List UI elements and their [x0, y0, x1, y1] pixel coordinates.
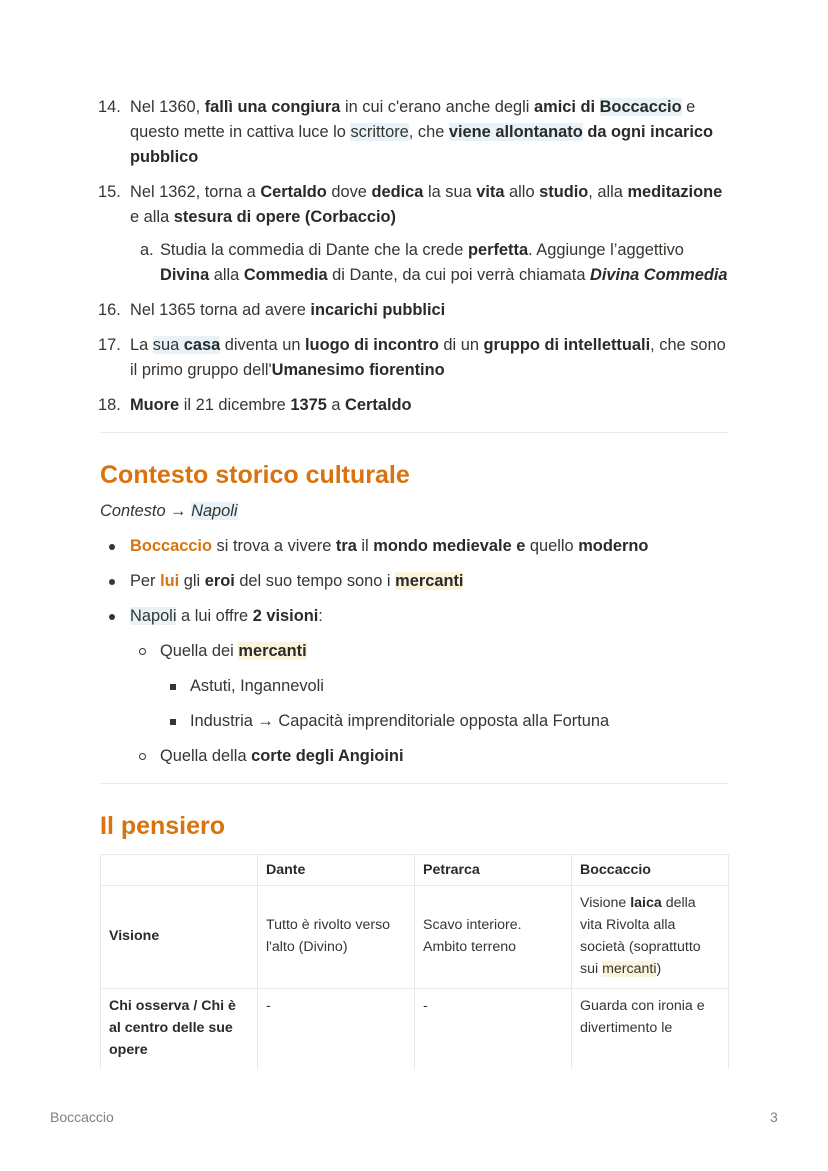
text-run: , che — [408, 123, 449, 141]
table-row — [101, 886, 729, 989]
text-run: si trova a vivere — [212, 537, 336, 555]
table-header-cell — [101, 855, 258, 886]
text-run: 1375 — [290, 396, 327, 414]
text-run: diventa un — [220, 336, 305, 354]
text-run: Boccaccio — [599, 98, 682, 116]
text-run: allo — [504, 183, 540, 201]
table-cell — [258, 989, 415, 1070]
text-run: Certaldo — [260, 183, 327, 201]
table-header-row — [101, 855, 729, 886]
divider — [100, 783, 728, 784]
text-run: Guarda con ironia e divertimento le — [580, 998, 705, 1036]
table-cell — [572, 886, 729, 989]
page-content — [100, 95, 728, 1069]
bullet-item — [160, 709, 728, 734]
text-run: Nel 1362, torna a — [130, 183, 261, 201]
text-run: sua — [152, 336, 184, 354]
timeline-item — [100, 333, 728, 383]
table-cell — [258, 886, 415, 989]
bullet-item — [100, 569, 728, 594]
text-run: Quella della — [160, 747, 252, 765]
text-run: studio — [539, 183, 589, 201]
table-row-label: Visione — [101, 886, 258, 989]
text-run: e questo mette in cattiva luce lo — [130, 98, 696, 141]
text-run: a — [326, 396, 346, 414]
comparison-table — [100, 854, 729, 1069]
sub-list — [130, 238, 728, 288]
text-run: meditazione — [627, 183, 723, 201]
text-run: del suo tempo sono i — [234, 572, 396, 590]
text-run: Divina — [160, 266, 210, 284]
table-row-label: Chi osserva / Chi è al centro delle sue opere — [101, 989, 258, 1070]
context-line — [100, 499, 728, 524]
text-run: luogo di incontro — [305, 336, 439, 354]
text-run: in cui c'erano anche degli — [340, 98, 534, 116]
nested-bullet-list — [130, 639, 728, 769]
text-run: - — [266, 998, 271, 1014]
text-run: Scavo interiore. Ambito terreno — [423, 917, 522, 955]
text-run: la sua — [423, 183, 477, 201]
sub-item — [130, 238, 728, 288]
text-run: Tutto è rivolto verso l'alto (Divino) — [266, 917, 391, 955]
text-run: Visione — [580, 895, 631, 911]
text-run: Nel 1365 torna ad avere — [130, 301, 311, 319]
text-run: Nel 1360, — [130, 98, 205, 116]
bullet-item — [100, 604, 728, 769]
text-run: amici di — [534, 98, 600, 116]
text-run: Napoli — [130, 607, 177, 625]
text-run: dedica — [371, 183, 424, 201]
bullet-item — [100, 534, 728, 559]
text-run: Quella dei — [160, 642, 239, 660]
timeline-item — [100, 95, 728, 170]
text-run: . Aggiunge l’aggettivo — [528, 241, 684, 259]
text-run: a lui offre — [176, 607, 253, 625]
text-run: , alla — [588, 183, 628, 201]
bullet-item — [130, 744, 728, 769]
footer-page-number: 3 — [770, 1109, 778, 1125]
text-run: viene allontanato — [448, 123, 583, 141]
item-number: a. — [140, 241, 154, 259]
text-run: Per — [130, 572, 161, 590]
timeline-list — [100, 95, 728, 418]
text-run: - — [423, 998, 428, 1014]
text-run: Astuti, Ingannevoli — [190, 677, 324, 695]
text-run: Umanesimo fiorentino — [271, 361, 445, 379]
text-run: Muore — [130, 396, 180, 414]
text-run: scrittore — [350, 123, 409, 141]
context-bullet-list — [100, 534, 728, 769]
text-run: perfetta — [467, 241, 529, 259]
text-run: La — [130, 336, 153, 354]
text-run: : — [318, 607, 323, 625]
item-number: 18. — [98, 396, 121, 414]
text-run: il 21 dicembre — [179, 396, 291, 414]
context-value: Napoli — [191, 502, 238, 520]
text-run: mercanti — [238, 642, 307, 660]
text-run: gli — [179, 572, 205, 590]
section-heading-pensiero: Il pensiero — [100, 812, 226, 840]
text-run: 2 visioni — [252, 607, 319, 625]
text-run: della vita Rivolta alla società (soprattutto sui — [580, 895, 701, 977]
text-run: da ogni incarico pubblico — [130, 123, 714, 166]
item-number: 16. — [98, 301, 121, 319]
text-run: di un — [438, 336, 484, 354]
text-run: vita — [476, 183, 505, 201]
item-number: 14. — [98, 98, 121, 116]
table-header-cell: Petrarca — [415, 855, 572, 886]
text-run: mercanti — [395, 572, 464, 590]
text-run: il — [356, 537, 374, 555]
text-run: moderno — [578, 537, 649, 555]
nested-bullet-list — [160, 674, 728, 734]
table-row — [101, 989, 729, 1070]
divider — [100, 432, 728, 433]
item-number: 17. — [98, 336, 121, 354]
table-cell — [415, 989, 572, 1070]
footer-doc-title: Boccaccio — [50, 1109, 114, 1125]
table-header-cell: Boccaccio — [572, 855, 729, 886]
timeline-item — [100, 180, 728, 288]
text-run: corte degli Angioini — [251, 747, 404, 765]
text-run: alla — [209, 266, 244, 284]
table-cell — [415, 886, 572, 989]
text-run: incarichi pubblici — [310, 301, 446, 319]
text-run: Studia la commedia di Dante che la crede — [160, 241, 468, 259]
text-run: e alla — [130, 208, 174, 226]
text-run: di Dante, da cui poi verrà chiamata — [327, 266, 591, 284]
text-run: tra — [335, 537, 357, 555]
context-label: Contesto → — [100, 502, 192, 520]
text-run: stesura di opere (Corbaccio) — [173, 208, 396, 226]
bullet-item — [130, 639, 728, 734]
timeline-item — [100, 298, 728, 323]
text-run: Boccaccio — [130, 537, 212, 555]
section-heading-contesto: Contesto storico culturale — [100, 461, 410, 489]
text-run: Certaldo — [345, 396, 412, 414]
text-run: casa — [183, 336, 221, 354]
text-run: gruppo di intellettuali — [483, 336, 651, 354]
text-run: ) — [656, 961, 662, 977]
text-run: quello — [525, 537, 579, 555]
text-run: eroi — [204, 572, 235, 590]
text-run: laica — [630, 895, 662, 911]
text-run: Commedia — [243, 266, 328, 284]
text-run: , che sono il primo gruppo dell' — [130, 336, 726, 379]
text-run: Industria → Capacità imprenditoriale opposta alla Fortuna — [190, 712, 610, 730]
bullet-item — [160, 674, 728, 699]
text-run: mondo medievale e — [373, 537, 526, 555]
table-header-cell: Dante — [258, 855, 415, 886]
text-run: dove — [326, 183, 372, 201]
table-cell — [572, 989, 729, 1070]
text-run: lui — [160, 572, 180, 590]
text-run: fallì una congiura — [204, 98, 341, 116]
timeline-item — [100, 393, 728, 418]
table-body — [101, 886, 729, 1070]
item-number: 15. — [98, 183, 121, 201]
text-run: Divina Commedia — [590, 266, 728, 284]
text-run: mercanti — [602, 961, 657, 977]
